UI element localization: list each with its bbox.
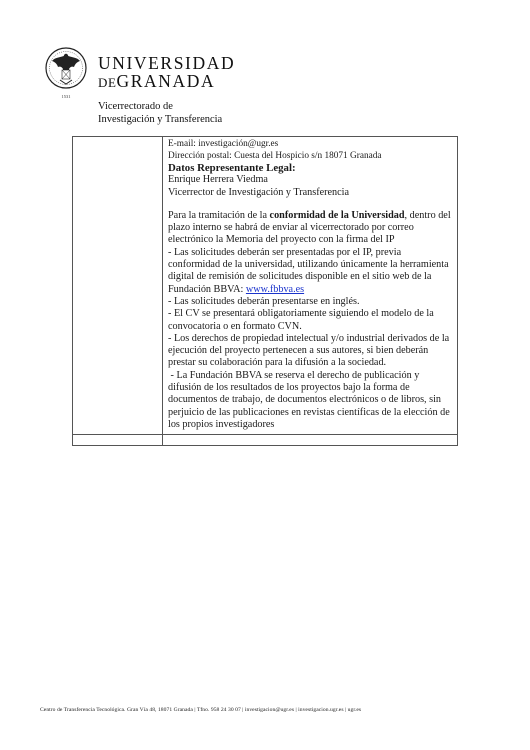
address-line: Dirección postal: Cuesta del Hospicio s/n 18071 Granada — [168, 150, 382, 161]
legal-heading: Datos Representante Legal: — [168, 162, 296, 174]
intro-paragraph — [168, 210, 453, 247]
table-cell-content — [163, 137, 458, 435]
email-line: E-mail: investigación@ugr.es — [168, 139, 279, 149]
rep-title: Vicerrector de Investigación y Transferencia — [168, 186, 349, 198]
table-row — [73, 137, 458, 435]
bullet-5: - La Fundación BBVA se reserva el derecho de publicación y difusión de los resultados de los proyectos bajo la forma de documentos de trabajo, de documentos electrónicos o de libros, sin perjuicio de las publicaciones en revistas científicas de la elección de los propios investigadores — [168, 369, 453, 430]
university-seal-icon — [44, 46, 88, 102]
brand-line-2-prefix: DE — [98, 75, 117, 90]
brand-line-2 — [98, 72, 235, 92]
table-cell-empty — [163, 435, 458, 446]
table-cell-left — [73, 435, 163, 446]
bullet-1 — [168, 247, 453, 296]
bullet-3: - El CV se presentará obligatoriamente siguiendo el modelo de la convocatoria o en formato CVN. — [168, 308, 434, 332]
brand-line-1: UNIVERSIDAD — [98, 53, 236, 73]
university-logotype — [98, 54, 235, 92]
table-cell-left — [73, 137, 163, 435]
fbbva-link[interactable]: www.fbbva.es — [245, 283, 305, 295]
intro-text: Para la tramitación de la — [168, 209, 270, 221]
table-row — [73, 435, 458, 446]
rep-name: Enrique Herrera Viedma — [168, 174, 268, 186]
bullet-1-text: - Las solicitudes deberán ser presentadas por el IP, previa conformidad de la universidad, utilizando únicamente la herramienta digital de remisión de solicitudes disponible en el sitio web de la Fundación BBVA: — [168, 246, 449, 295]
bullet-2: - Las solicitudes deberán presentarse en inglés. — [168, 295, 360, 307]
bullet-4: - Los derechos de propiedad intelectual y/o industrial derivados de la ejecución del proyecto pertenecen a sus autores, si bien deberán prestar su colaboración para la difusión a la sociedad. — [168, 332, 450, 369]
page-footer: Centro de Transferencia Tecnológica. Gran Vía 48, 18071 Granada | Tfno. 958 24 30 07 | investigacion@ugr.es | investigacion.ugr.es | ugr.es — [40, 707, 362, 713]
intro-text-after: , dentro del plazo interno se habrá de enviar al vicerrectorado por correo electrónico la Memoria del proyecto con la firma del IP — [168, 209, 451, 246]
department-line-2: Investigación y Transferencia — [98, 113, 223, 125]
intro-bold: conformidad de la Universidad — [269, 209, 405, 221]
department-line-1: Vicerrectorado de — [98, 101, 173, 112]
svg-text:1531: 1531 — [61, 94, 71, 99]
brand-line-2-rest: GRANADA — [116, 71, 216, 91]
department-name — [98, 101, 222, 126]
info-table — [72, 136, 458, 446]
